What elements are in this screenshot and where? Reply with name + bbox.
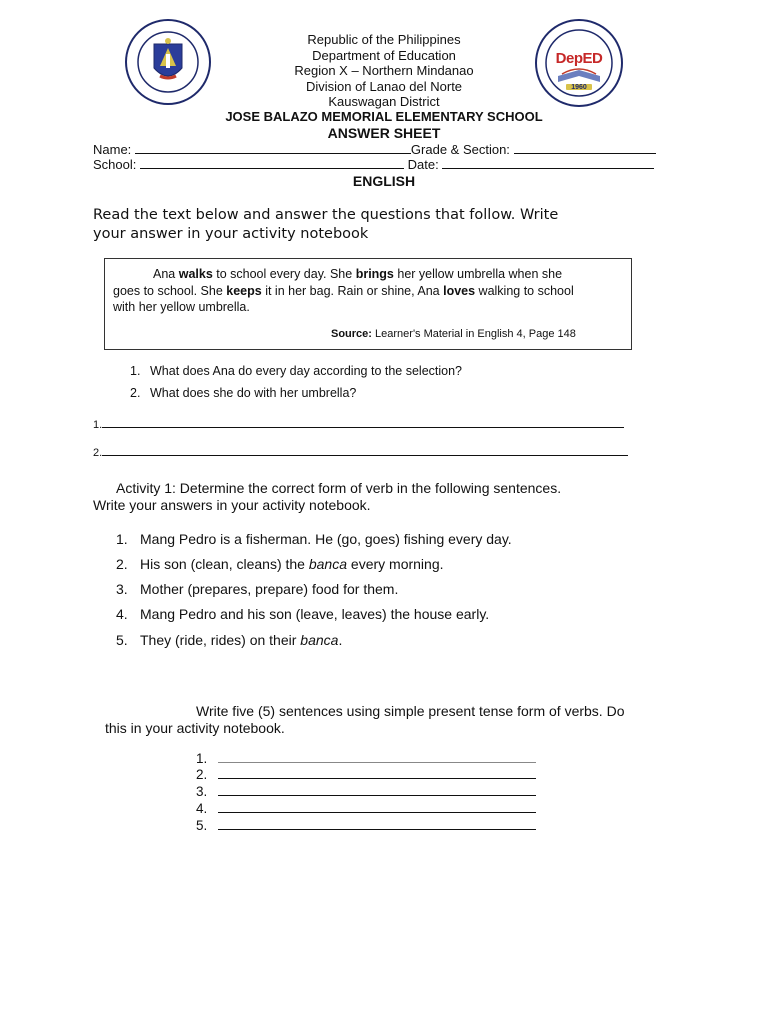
school-date-row (93, 157, 654, 172)
passage-text: walking to school (475, 284, 574, 298)
school-name: JOSE BALAZO MEMORIAL ELEMENTARY SCHOOL (225, 109, 543, 124)
sentence-line-3[interactable] (196, 784, 536, 799)
answer-number: 1. (93, 419, 103, 431)
sentence-blank[interactable] (218, 819, 536, 830)
sentence-blank[interactable] (218, 752, 536, 763)
item-text: They (ride, rides) on their (140, 632, 301, 648)
name-field[interactable] (135, 142, 411, 154)
date-label: Date: (407, 157, 439, 172)
header-line-republic: Republic of the Philippines (307, 32, 461, 47)
line-number: 5. (196, 818, 208, 833)
question-2 (130, 386, 356, 400)
activity2-instruction-line-1: Write five (5) sentences using simple present tense form of verbs. Do (196, 703, 625, 719)
header-line-district: Kauswagan District (328, 94, 440, 109)
passage-line-2 (113, 284, 574, 298)
passage-bold-verb: loves (443, 284, 476, 298)
passage-text: goes to school. She (113, 284, 227, 298)
question-number: 2. (130, 386, 141, 400)
name-grade-row (93, 142, 656, 157)
passage-text: Ana (153, 267, 179, 281)
question-text: What does Ana do every day according to the selection? (150, 364, 462, 378)
passage-text: her yellow umbrella when she (393, 267, 563, 281)
line-number: 2. (196, 767, 208, 782)
deped-seal-logo (124, 18, 212, 106)
subject-title: ENGLISH (352, 173, 416, 189)
line-number: 1. (196, 751, 208, 766)
passage-text: it in her bag. Rain or shine, Ana (261, 284, 444, 298)
activity1-item-3 (116, 581, 398, 597)
passage-bold-verb: walks (178, 267, 213, 281)
activity2-instruction-line-2: this in your activity notebook. (105, 720, 285, 736)
item-text: every morning. (347, 556, 444, 572)
activity1-item-2 (116, 556, 444, 572)
sentence-line-5[interactable] (196, 818, 536, 833)
sentence-line-4[interactable] (196, 801, 536, 816)
item-text: His son (clean, cleans) the (140, 556, 309, 572)
question-text: What does she do with her umbrella? (150, 386, 357, 400)
passage-text: to school every day. She (212, 267, 356, 281)
item-number: 2. (116, 556, 128, 572)
source-text: Learner's Material in English 4, Page 148 (371, 328, 576, 340)
item-italic: banca (308, 556, 348, 572)
item-text: Mang Pedro is a fisherman. He (go, goes) fishing every day. (140, 531, 512, 547)
grade-section-field[interactable] (514, 142, 656, 154)
answer-blank[interactable] (102, 418, 624, 428)
item-number: 4. (116, 606, 128, 622)
activity1-item-4 (116, 606, 489, 622)
answer-line-1[interactable] (93, 418, 624, 431)
item-text: Mother (prepares, prepare) food for them. (140, 581, 399, 597)
item-text: Mang Pedro and his son (leave, leaves) the house early. (140, 606, 490, 622)
question-1 (130, 364, 462, 378)
passage-source (331, 328, 576, 340)
activity1-item-5 (116, 632, 342, 648)
header-line-department: Department of Education (312, 48, 456, 63)
activity1-item-1 (116, 531, 512, 547)
sentence-blank[interactable] (218, 785, 536, 796)
question-number: 1. (130, 364, 141, 378)
activity1-instruction-line-1: Activity 1: Determine the correct form of verb in the following sentences. (116, 480, 562, 496)
item-number: 3. (116, 581, 128, 597)
passage-line-3: with her yellow umbrella. (113, 300, 250, 314)
answer-line-2[interactable] (93, 446, 628, 459)
sentence-blank[interactable] (218, 768, 536, 779)
school-label: School: (93, 157, 137, 172)
passage-line-1 (153, 267, 562, 281)
instructions-line-2: your answer in your activity notebook (93, 226, 369, 242)
sentence-line-1[interactable] (196, 751, 536, 766)
sentence-blank[interactable] (218, 802, 536, 813)
item-number: 5. (116, 632, 128, 648)
grade-section-label: Grade & Section: (410, 142, 510, 157)
name-label: Name: (93, 142, 132, 157)
activity1-instruction-line-2: Write your answers in your activity notebook. (93, 497, 371, 513)
deped-wordmark: DepED (555, 50, 603, 67)
passage-bold-verb: brings (355, 267, 394, 281)
header-line-division: Division of Lanao del Norte (305, 79, 463, 94)
item-number: 1. (116, 531, 128, 547)
item-text: . (338, 632, 343, 648)
passage-bold-verb: keeps (226, 284, 262, 298)
instructions-line-1: Read the text below and answer the questions that follow. Write (93, 207, 559, 223)
item-italic: banca (300, 632, 339, 648)
logo-year: 1960 (571, 84, 587, 91)
sheet-title: ANSWER SHEET (327, 125, 441, 141)
sentence-line-2[interactable] (196, 767, 536, 782)
reading-passage-box (104, 258, 632, 350)
line-number: 3. (196, 784, 208, 799)
school-field[interactable] (140, 157, 404, 169)
answer-number: 2. (93, 447, 103, 459)
source-label: Source: (331, 328, 372, 340)
answer-blank[interactable] (102, 446, 628, 456)
line-number: 4. (196, 801, 208, 816)
date-field[interactable] (442, 157, 654, 169)
header-line-region: Region X – Northern Mindanao (294, 63, 474, 78)
